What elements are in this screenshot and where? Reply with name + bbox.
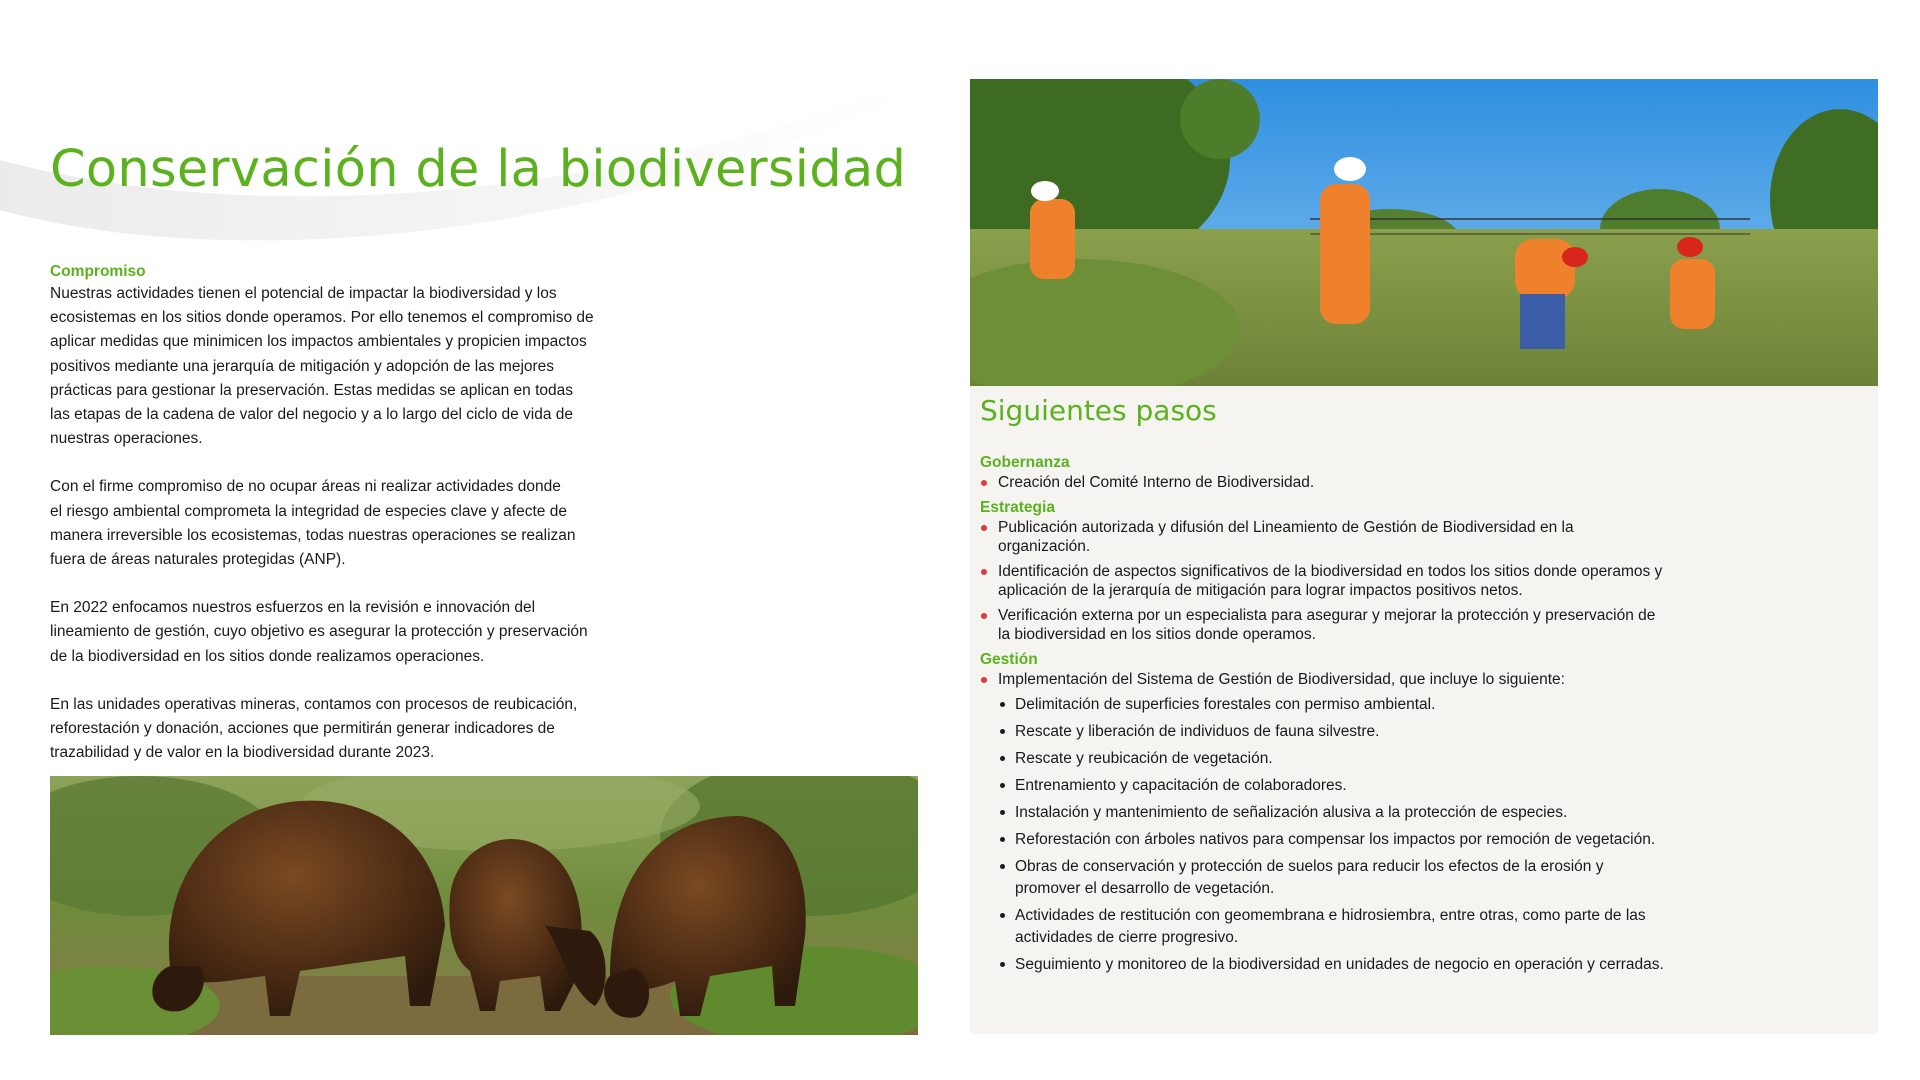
text-line: En 2022 enfocamos nuestros esfuerzos en la revisión e innovación del — [50, 599, 536, 617]
gestion-list — [980, 670, 1860, 690]
text-line: Instalación y mantenimiento de señalización alusiva a la protección de especies. — [1015, 804, 1568, 821]
text-line: Identificación de aspectos significativos de la biodiversidad en todos los sitios donde operamos y — [998, 562, 1663, 580]
text-line: positivos mediante una jerarquía de mitigación y adopción de las mejores — [50, 357, 555, 375]
text-line: Obras de conservación y protección de suelos para reducir los efectos de la erosión y — [1015, 858, 1604, 875]
gobernanza-heading: Gobernanza — [980, 454, 1070, 471]
text-line: Delimitación de superficies forestales con permiso ambiental. — [1015, 696, 1436, 713]
list-item — [980, 721, 1860, 743]
text-line: ecosistemas en los sitios donde operamos. Por ello tenemos el compromiso de — [50, 309, 594, 327]
text-line: Creación del Comité Interno de Biodiversidad. — [998, 474, 1315, 491]
compromiso-paragraph — [50, 282, 630, 451]
text-line: Seguimiento y monitoreo de la biodiversidad en unidades de negocio en operación y cerradas. — [1015, 956, 1664, 973]
siguientes-pasos-body — [980, 453, 1860, 981]
workers-photo — [970, 79, 1878, 386]
list-item — [980, 694, 1860, 716]
text-line: reforestación y donación, acciones que permitirán generar indicadores de — [50, 720, 555, 738]
text-line: organización. — [998, 538, 1091, 555]
compromiso-body — [50, 282, 630, 765]
text-line: actividades de cierre progresivo. — [1015, 929, 1239, 946]
siguientes-pasos-panel — [970, 386, 1878, 1034]
list-item — [980, 954, 1860, 976]
text-line: la biodiversidad en los sitios donde operamos. — [998, 626, 1316, 643]
text-line: el riesgo ambiental comprometa la integridad de especies clave y afecte de — [50, 502, 567, 520]
text-line: Entrenamiento y capacitación de colaboradores. — [1015, 777, 1347, 794]
text-line: En las unidades operativas mineras, contamos con procesos de reubicación, — [50, 695, 578, 713]
list-item — [980, 748, 1860, 770]
estrategia-list — [980, 518, 1860, 645]
text-line: Nuestras actividades tienen el potencial de impactar la biodiversidad y los — [50, 285, 557, 302]
list-item — [980, 775, 1860, 797]
text-line: nuestras operaciones. — [50, 430, 203, 448]
list-item — [980, 562, 1860, 601]
page-title: Conservación de la biodiversidad — [50, 140, 907, 199]
text-line: manera irreversible los ecosistemas, todas nuestras operaciones se realizan — [50, 526, 576, 544]
text-line: Rescate y reubicación de vegetación. — [1015, 750, 1273, 767]
text-line: Actividades de restitución con geomembrana e hidrosiembra, entre otras, como parte de las — [1015, 907, 1646, 924]
compromiso-paragraph — [50, 475, 630, 572]
compromiso-paragraph — [50, 693, 630, 766]
list-item — [980, 829, 1860, 851]
text-line: Rescate y liberación de individuos de fauna silvestre. — [1015, 723, 1380, 740]
list-item — [980, 856, 1860, 900]
list-item — [980, 670, 1860, 690]
list-item — [980, 905, 1860, 949]
text-line: Verificación externa por un especialista para asegurar y mejorar la protección y preservación de — [998, 606, 1656, 624]
bison-photo — [50, 776, 918, 1035]
text-line: lineamiento de gestión, cuyo objetivo es asegurar la protección y preservación — [50, 623, 588, 641]
estrategia-heading: Estrategia — [980, 498, 1055, 516]
text-line: Publicación autorizada y difusión del Lineamiento de Gestión de Biodiversidad en la — [998, 518, 1574, 536]
text-line: promover el desarrollo de vegetación. — [1015, 880, 1275, 897]
list-item — [980, 606, 1860, 645]
gobernanza-list — [980, 473, 1860, 493]
text-line: Reforestación con árboles nativos para compensar los impactos por remoción de vegetación. — [1015, 831, 1656, 848]
text-line: prácticas para gestionar la preservación. Estas medidas se aplican en todas — [50, 381, 573, 399]
text-line: Implementación del Sistema de Gestión de Biodiversidad, que incluye lo siguiente: — [998, 670, 1565, 688]
gestion-sublist — [980, 694, 1860, 976]
text-line: las etapas de la cadena de valor del negocio y a lo largo del ciclo de vida de — [50, 406, 574, 424]
list-item — [980, 518, 1860, 557]
text-line: aplicar medidas que minimicen los impactos ambientales y propicien impactos — [50, 333, 587, 351]
text-line: de la biodiversidad en los sitios donde realizamos operaciones. — [50, 647, 485, 665]
list-item — [980, 802, 1860, 824]
text-line: fuera de áreas naturales protegidas (ANP). — [50, 551, 346, 569]
siguientes-pasos-title: Siguientes pasos — [980, 394, 1217, 427]
list-item — [980, 473, 1860, 493]
text-line: aplicación de la jerarquía de mitigación para lograr impactos positivos netos. — [998, 582, 1523, 599]
compromiso-heading: Compromiso — [50, 263, 146, 280]
compromiso-paragraph — [50, 596, 630, 669]
text-line: trazabilidad y de valor en la biodiversidad durante 2023. — [50, 744, 435, 762]
text-line: Con el firme compromiso de no ocupar áreas ni realizar actividades donde — [50, 478, 561, 496]
compromiso-section — [50, 262, 630, 789]
gestion-heading: Gestión — [980, 650, 1038, 668]
